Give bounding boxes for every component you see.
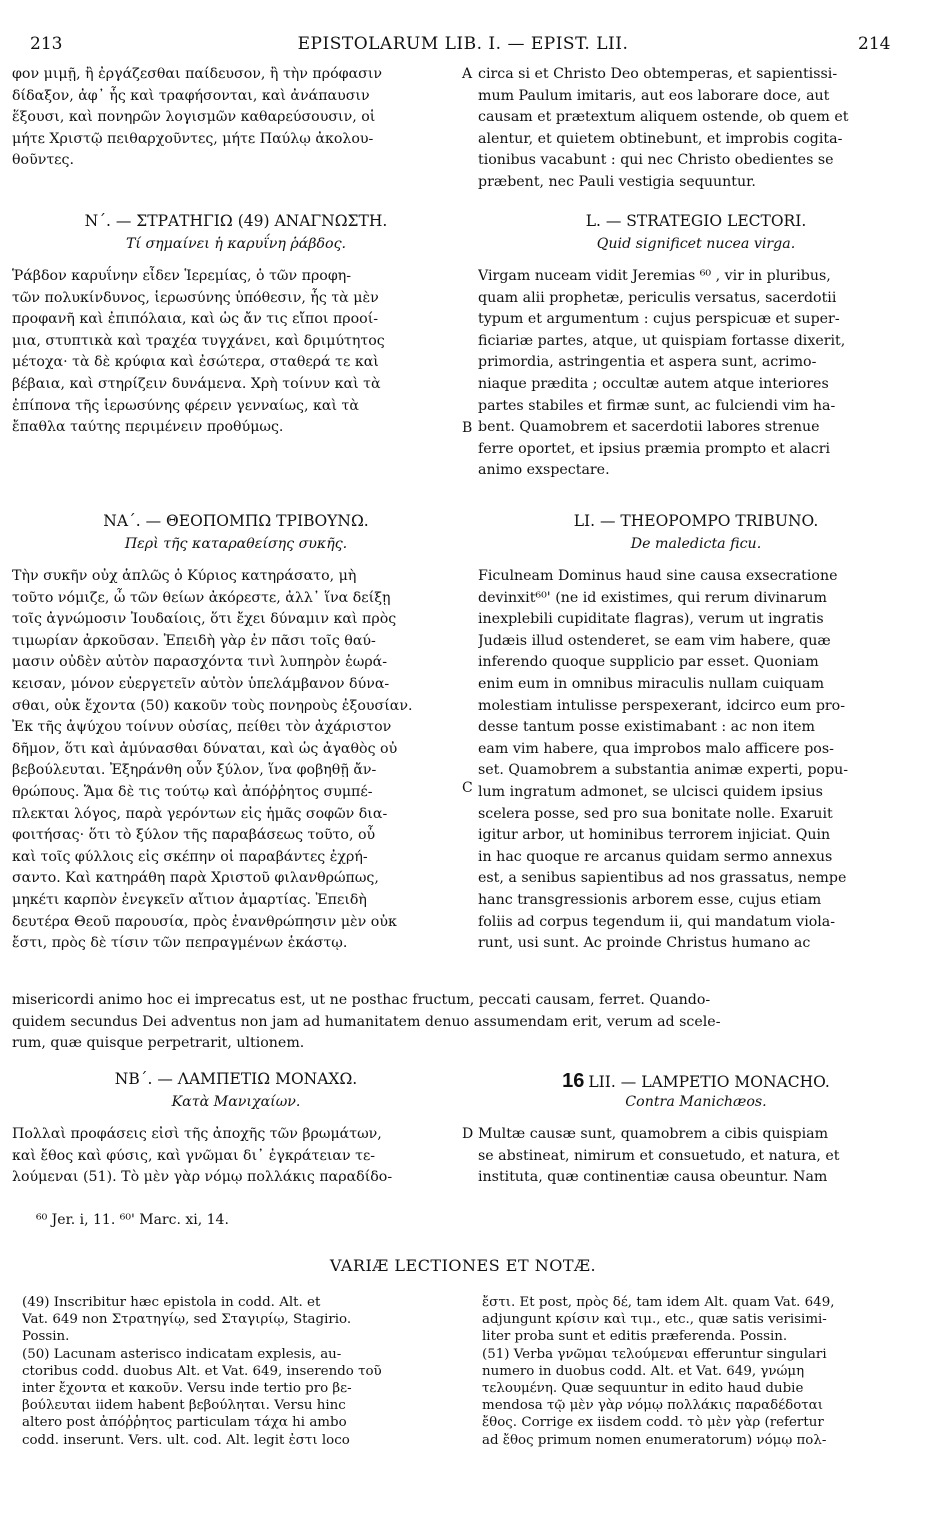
text-line: foliis ad corpus tegendum ii, qui mandatum viola-	[478, 913, 836, 930]
text-line: βεβούλευται. Ἐξηράνθη οὖν ξύλον, ἵνα φοβηθῇ ἄν-	[12, 762, 377, 779]
text-line: quidem secundus Dei adventus non jam ad humanitatem denuo assumendam erit, verum ad scele-	[12, 1013, 721, 1030]
text-line: Multæ causæ sunt, quamobrem a cibis quispiam	[478, 1126, 829, 1142]
latin-text-ep50	[478, 266, 914, 482]
text-line: μηκέτι καρπὸν ἐνεγκεῖν αἴτιον ἁμαρτίας. Ἐπειδὴ	[12, 891, 367, 908]
text-line: causam et prætextum aliquem ostende, ob quem et	[478, 109, 849, 126]
text-line: devinxit⁶⁰' (ne id existimes, qui rerum divinarum	[478, 589, 827, 606]
greek-subtitle-ep52: Κατὰ Μανιχαίων.	[171, 1094, 301, 1110]
text-line: niaque prædita ; occultæ autem atque interiores	[478, 375, 829, 392]
text-line: bent. Quamobrem et sacerdotii labores strenue	[478, 419, 820, 436]
text-line: μασιν οὐδὲν αὐτὸν παρασχόντα τινὶ λυπηρὸν ἑωρά-	[12, 654, 388, 671]
text-line: molestiam intulisse perspexerant, idcirco eum pro-	[478, 697, 846, 714]
greek-continuation	[12, 64, 460, 172]
page-number-left: 213	[30, 34, 63, 54]
text-line: igitur arbor, ut hominibus terrorem injiciat. Quin	[478, 827, 831, 844]
latin-title-ep51: LI. — THEOPOMPO TRIBUNO.	[573, 512, 819, 530]
text-line: partes stabiles et firmæ sunt, ac fulciendi vim ha-	[478, 397, 836, 414]
text-line: καὶ ἔθος καὶ φύσις, καὶ γνῶμαι δι᾽ ἐγκράτειαν τε-	[12, 1147, 376, 1164]
latin-full-width-text	[12, 990, 914, 1055]
text-line: enim eum in omnibus miraculis nullam cuiquam	[478, 675, 825, 692]
text-line: σθαι, οὐκ ἔχοντα (50) κακοῦν τοὺς πονηροὺς ἐξουσίαν.	[12, 697, 413, 714]
text-line: κεισαν, μόνον εὐεργετεῖν αὐτὸν ὑπελάμβανον δύνα-	[12, 675, 390, 692]
text-line: τιμωρίαν ἀρκοῦσαν. Ἐπειδὴ γὰρ ἐν πᾶσι τοῖς θαύ-	[12, 632, 376, 649]
greek-text-ep50	[12, 266, 460, 439]
latin-subtitle-ep50: Quid significet nucea virga.	[596, 236, 796, 252]
note-line: ἔθος. Corrige ex iisdem codd. τὸ μὲν γὰρ (refertur	[482, 1415, 824, 1431]
text-line: προφανῆ καὶ ἐπιπόλαια, καὶ ὡς ἄν τις εἴποι προοί-	[12, 311, 379, 328]
text-line: ἐπίπονα τῆς ἱερωσύνης φέρειν γενναίως, καὶ τὰ	[12, 397, 359, 414]
note-line: Vat. 649 non Στρατηγίῳ, sed Σταγιρίῳ, Stagirio.	[22, 1312, 352, 1328]
note-line: altero post ἀπόῤῥητος particulam τάχα hi ambo	[22, 1415, 347, 1431]
text-line: μέτοχα· τὰ δὲ κρύφια καὶ ἐσώτερα, σταθερά τε καὶ	[12, 354, 379, 371]
note-line: adjungunt κρίσιν καὶ τιμ., etc., quæ satis verisimi-	[482, 1312, 827, 1328]
greek-subtitle-ep51: Περὶ τῆς καταραθείσης συκῆς.	[124, 536, 348, 552]
margin-letter-a: A	[462, 66, 473, 82]
text-line: καὶ τοῖς φύλλοις εἰς σκέπην οἱ παραβάντες ἐχρή-	[12, 848, 368, 865]
text-line: inexplebili cupiditate flagras), verum ut ingratis	[478, 611, 824, 628]
text-line: βέβαια, καὶ στηρίζειν δυνάμενα. Χρὴ τοίνυν καὶ τὰ	[12, 375, 381, 392]
note-line: ctoribus codd. duobus Alt. et Vat. 649, inserendo τοῦ	[22, 1363, 382, 1379]
text-line: τοῦτο νόμιζε, ὦ τῶν θείων ἀκόρεστε, ἀλλ᾽ ἵνα δείξῃ	[12, 589, 391, 606]
text-line: se abstineat, nimirum et consuetudo, et natura, et	[478, 1147, 840, 1164]
latin-text-ep52	[478, 1124, 914, 1189]
text-line: ferre oportet, et ipsius præmia prompto et alacri	[478, 440, 831, 457]
note-line: ἔστι. Et post, πρὸς δέ, tam idem Alt. quam Vat. 649,	[482, 1295, 835, 1310]
notes-heading: VARIÆ LECTIONES ET NOTÆ.	[329, 1256, 597, 1275]
text-line: rum, quæ quisque perpetrarit, ultionem.	[12, 1035, 305, 1052]
text-line: mum Paulum imitaris, aut eos laborare doce, aut	[478, 87, 830, 104]
greek-text-ep52	[12, 1124, 460, 1189]
text-line: in hac quoque re arcanus quidam sermo annexus	[478, 848, 833, 865]
notes-right-column	[482, 1294, 914, 1449]
text-line: runt, usi sunt. Ac proinde Christus humano ac	[478, 935, 811, 952]
text-line: lum ingratum admonet, se ulcisci quidem ipsius	[478, 783, 823, 800]
latin-title-ep52	[478, 1070, 914, 1093]
note-line: Possin.	[22, 1329, 70, 1345]
margin-letter-b: B	[462, 420, 473, 436]
note-line: τελουμένη. Quæ sequuntur in edito haud dubie	[482, 1381, 804, 1397]
column-number: 16	[562, 1070, 585, 1092]
note-line: ad ἔθος primum nomen enumeratorum) νόμῳ πολ-	[482, 1432, 827, 1448]
latin-title-text: LII. — LAMPETIO MONACHO.	[588, 1073, 830, 1091]
text-line: δευτέρα Θεοῦ παρουσία, πρὸς ἐνανθρώπησιν μὲν οὐκ	[12, 913, 397, 930]
note-line: inter ἔχοντα et κακοῦν. Versu inde tertio pro βε-	[22, 1381, 352, 1397]
text-line: scelera posse, sed pro sua bonitate nolle. Exaruit	[478, 805, 833, 822]
text-line: Ῥάβδον καρυΐνην εἶδεν Ἱερεμίας, ὁ τῶν προφη-	[12, 268, 352, 284]
text-line: Τὴν συκῆν οὐχ ἁπλῶς ὁ Κύριος κατηράσατο, μὴ	[12, 568, 357, 584]
greek-text-ep51	[12, 566, 460, 955]
text-line: μια, στυπτικὰ καὶ τραχέα τυγχάνει, καὶ δριμύτητος	[12, 332, 385, 349]
text-line: φον μιμῇ, ἢ ἐργάζεσθαι παίδευσον, ἢ τὴν πρόφασιν	[12, 66, 383, 82]
text-line: δῆμον, ὅτι καὶ ἀμύνασθαι δύναται, καὶ ὡς ἀγαθὸς οὐ	[12, 740, 398, 757]
note-line: (51) Verba γνῶμαι τελούμεναι efferuntur singulari	[482, 1346, 827, 1362]
text-line: inferendo quoque supplicio par esset. Quoniam	[478, 654, 819, 671]
text-line: τοῖς ἀγνώμοσιν Ἰουδαίοις, ὅτι ἔχει δύναμιν καὶ πρὸς	[12, 611, 397, 628]
note-line: βούλευται iidem habent βεβούληται. Versu hinc	[22, 1398, 346, 1414]
text-line: φοιτήσας· ὅτι τὸ ξύλον τῆς παραβάσεως τοῦτο, οὗ	[12, 827, 376, 844]
text-line: set. Quamobrem a substantia animæ experti, popu-	[478, 762, 849, 779]
latin-subtitle-ep52: Contra Manichæos.	[625, 1094, 767, 1110]
text-line: est, a senibus sapientibus ad nos grassatus, nempe	[478, 870, 847, 887]
text-line: θρώπους. Ἅμα δὲ τις τούτῳ καὶ ἀπόῤῥητος συμπέ-	[12, 783, 373, 800]
latin-subtitle-ep51: De maledicta ficu.	[630, 536, 762, 552]
margin-letter-d: D	[462, 1126, 474, 1142]
text-line: ἔπαθλα ταύτης περιμένειν προθύμως.	[12, 419, 284, 436]
text-line: circa si et Christo Deo obtemperas, et sapientissi-	[478, 66, 838, 82]
text-line: tionibus vacabunt : qui nec Christo obedientes se	[478, 152, 834, 169]
text-line: typum et argumentum : cujus perspicuæ et super-	[478, 311, 840, 328]
text-line: θοῦντες.	[12, 152, 74, 169]
text-line: instituta, quæ continentiæ causa obeuntur. Nam	[478, 1169, 828, 1186]
text-line: desse tantum posse existimabant : ac non item	[478, 719, 816, 736]
latin-title-ep50: L. — STRATEGIO LECTORI.	[585, 212, 807, 230]
notes-left-column	[22, 1294, 462, 1449]
text-line: alentur, et quietem obtinebunt, et improbis cogita-	[478, 130, 843, 147]
text-line: Ficulneam Dominus haud sine causa exsecratione	[478, 568, 838, 584]
running-title: EPISTOLARUM LIB. I. — EPIST. LII.	[297, 34, 629, 54]
latin-continuation	[478, 64, 914, 194]
greek-title-ep50: Ν΄. — ΣΤΡΑΤΗΓΙΩ (49) ΑΝΑΓΝΩΣΤΗ.	[84, 212, 388, 230]
text-line: Πολλαὶ προφάσεις εἰσὶ τῆς ἀποχῆς τῶν βρωμάτων,	[12, 1126, 382, 1142]
note-line: liter proba sunt et editis præferenda. Possin.	[482, 1329, 788, 1345]
text-line: Virgam nuceam vidit Jeremias ⁶⁰ , vir in pluribus,	[478, 268, 831, 284]
text-line: Ἐκ τῆς ἀψύχου τοίνυν οὐσίας, πείθει τὸν ἀχάριστον	[12, 719, 392, 736]
text-line: δίδαξον, ἀφ᾽ ἧς καὶ τραφήσονται, καὶ ἀνάπαυσιν	[12, 87, 370, 104]
note-line: codd. inserunt. Vers. ult. cod. Alt. legit ἐστι loco	[22, 1432, 350, 1448]
note-line: (50) Lacunam asterisco indicatam explesis, au-	[22, 1346, 342, 1362]
greek-subtitle-ep50: Τί σημαίνει ἡ καρυΐνη ῥάβδος.	[125, 236, 347, 252]
page-number-right: 214	[858, 34, 891, 54]
latin-text-ep51	[478, 566, 914, 955]
text-line: animo exspectare.	[478, 462, 610, 479]
text-line: præbent, nec Pauli vestigia sequuntur.	[478, 173, 756, 190]
margin-letter-c: C	[462, 780, 473, 796]
text-line: λούμεναι (51). Τὸ μὲν γὰρ νόμῳ πολλάκις παραδίδο-	[12, 1169, 393, 1186]
text-line: ἕξουσι, καὶ πονηρῶν λογισμῶν καθαρεύσουσιν, οἱ	[12, 109, 376, 126]
text-line: τῶν πολυκίνδυνος, ἱερωσύνης ὑπόθεσιν, ἧς τὰ μὲν	[12, 289, 379, 306]
text-line: ficiariæ partes, atque, ut quispiam fortasse dixerit,	[478, 332, 846, 349]
text-line: hanc transgressionis arborem esse, cujus etiam	[478, 891, 822, 908]
footnote: ⁶⁰ Jer. i, 11. ⁶⁰' Marc. xi, 14.	[36, 1212, 229, 1228]
text-line: σαντο. Καὶ κατηράθη παρὰ Χριστοῦ φιλανθρώπως,	[12, 870, 379, 887]
text-line: quam alii prophetæ, periculis versatus, sacerdotii	[478, 289, 837, 306]
note-line: (49) Inscribitur hæc epistola in codd. Alt. et	[22, 1295, 321, 1310]
text-line: eam vim habere, qua improbos malo afficere pos-	[478, 740, 834, 757]
text-line: misericordi animo hoc ei imprecatus est, ut ne posthac fructum, peccati causam, ferret. Quando-	[12, 992, 711, 1008]
text-line: ἔστι, πρὸς δὲ τίσιν τῶν πεπραγμένων ἑκάστῳ.	[12, 935, 348, 952]
text-line: μήτε Χριστῷ πειθαρχοῦντες, μήτε Παύλῳ ἀκολου-	[12, 130, 374, 147]
text-line: πλεκται λόγος, παρὰ γερόντων εἰς ἡμᾶς σοφῶν δια-	[12, 805, 388, 822]
greek-title-ep52: ΝΒ΄. — ΛΑΜΠΕΤΙΩ ΜΟΝΑΧΩ.	[114, 1070, 358, 1088]
text-line: primordia, astringentia et aspera sunt, acrimo-	[478, 354, 817, 371]
greek-title-ep51: ΝΑ΄. — ΘΕΟΠΟΜΠΩ ΤΡΙΒΟΥΝΩ.	[103, 512, 369, 530]
note-line: mendosa τῷ μὲν γὰρ νόμῳ πολλάκις παραδέδοται	[482, 1398, 823, 1414]
text-line: Judæis illud ostenderet, se eam vim habere, quæ	[478, 632, 831, 649]
note-line: numero in duobus codd. Alt. et Vat. 649, γνώμη	[482, 1363, 805, 1379]
